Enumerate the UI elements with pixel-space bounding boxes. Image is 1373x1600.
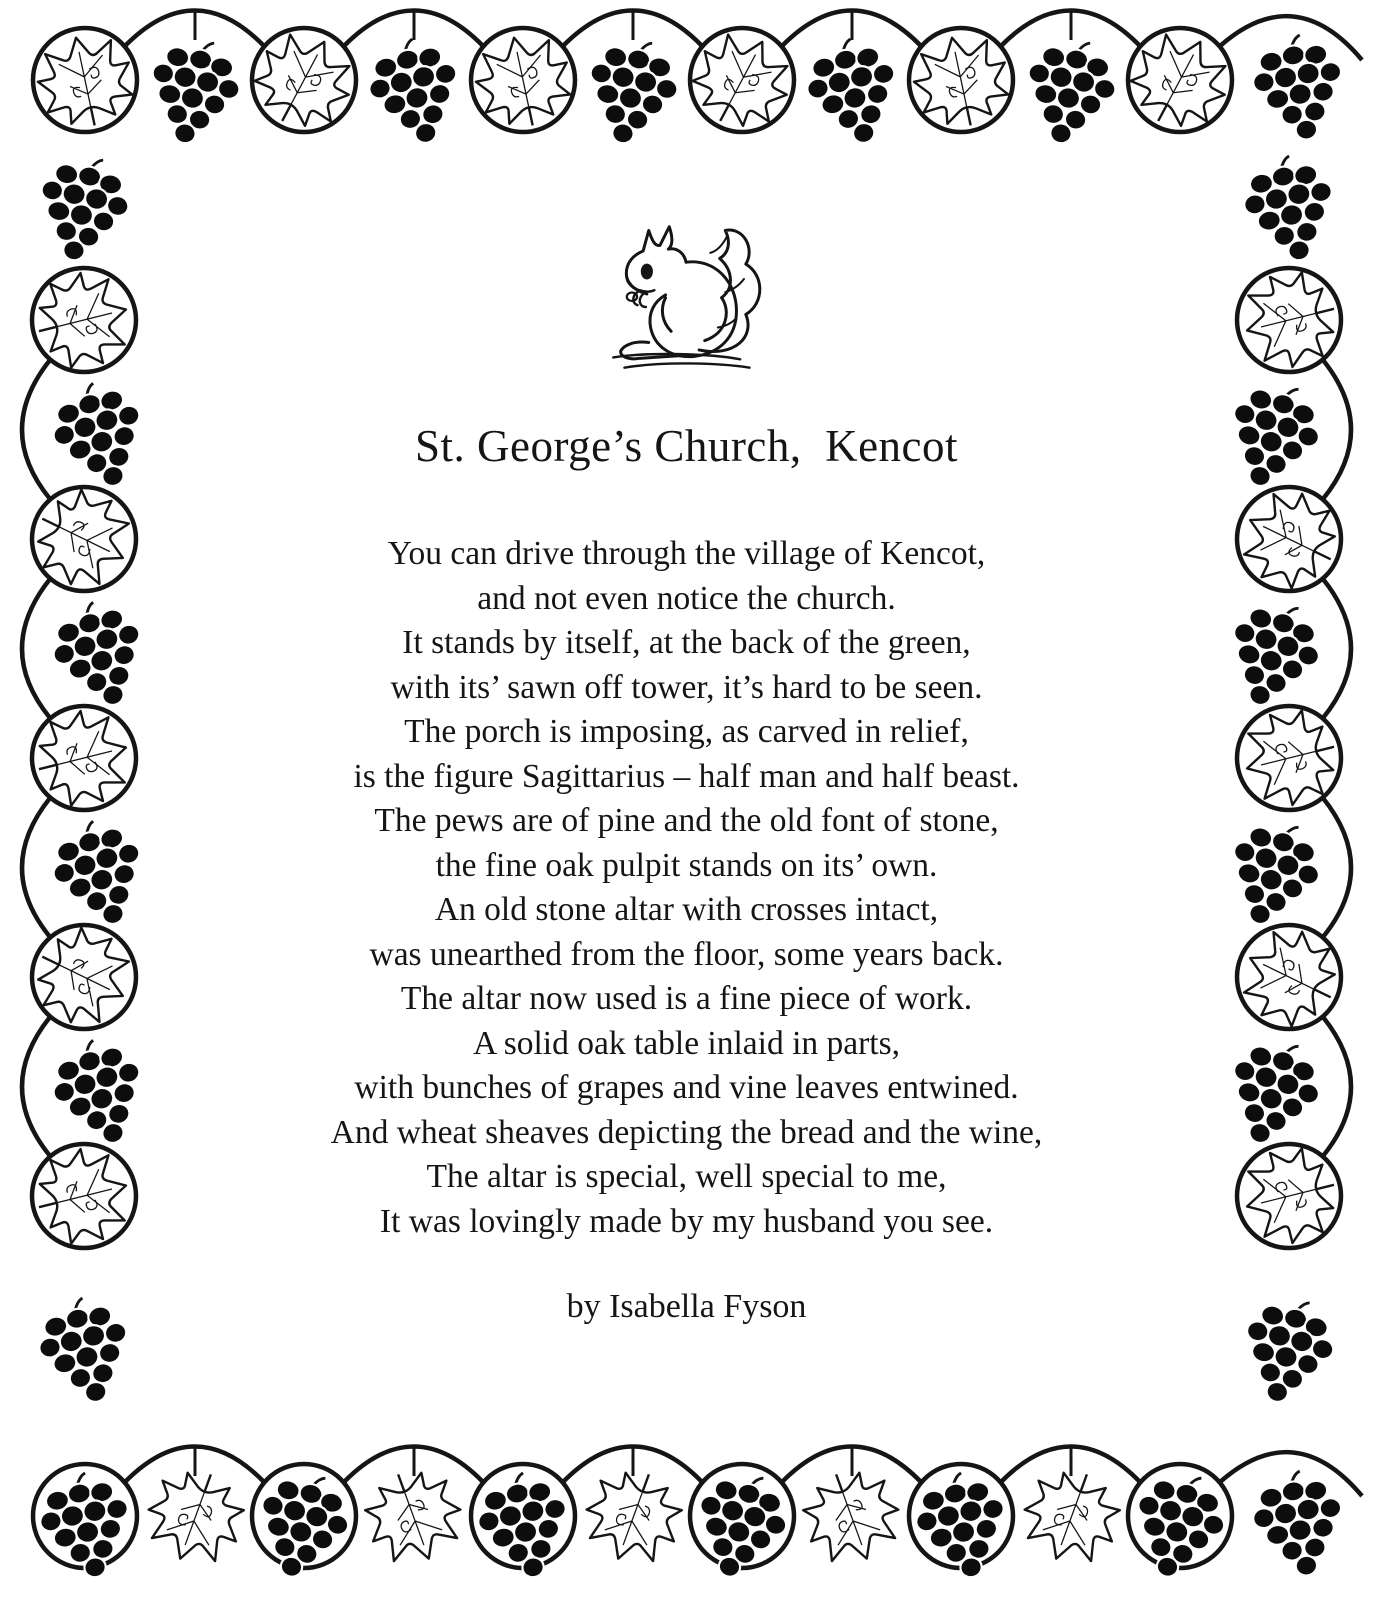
squirrel-icon: [589, 203, 785, 383]
poem-line: The altar now used is a fine piece of work.: [400, 980, 973, 1017]
poem-line: was unearthed from the floor, some years back.: [369, 935, 1004, 973]
poem-body: [0, 532, 1373, 1244]
poem-line: And wheat sheaves depicting the bread and the wine,: [330, 1113, 1043, 1151]
poem-line: It stands by itself, at the back of the green,: [402, 624, 971, 661]
poem-line: with bunches of grapes and vine leaves entwined.: [354, 1069, 1019, 1106]
poem-line: An old stone altar with crosses intact,: [434, 891, 939, 928]
poem-line: is the figure Sagittarius – half man and half beast.: [353, 757, 1020, 795]
squirrel-illustration: [0, 203, 1373, 388]
poem-line: the fine oak pulpit stands on its’ own.: [435, 846, 938, 884]
poem-line: It was lovingly made by my husband you see.: [379, 1202, 994, 1240]
poem-line: A solid oak table inlaid in parts,: [472, 1024, 901, 1062]
poem-line: The pews are of pine and the old font of stone,: [374, 802, 999, 839]
poem-line: The altar is special, well special to me,: [426, 1158, 947, 1195]
poem-byline: by Isabella Fyson: [566, 1288, 807, 1325]
poem-line: You can drive through the village of Kencot,: [387, 535, 986, 572]
poem-line: and not even notice the church.: [477, 579, 896, 617]
poem-line: The porch is imposing, as carved in relief,: [404, 713, 969, 750]
poem-line: with its’ sawn off tower, it’s hard to be seen.: [390, 668, 983, 706]
poem-title: St. George’s Church, Kencot: [414, 421, 959, 471]
